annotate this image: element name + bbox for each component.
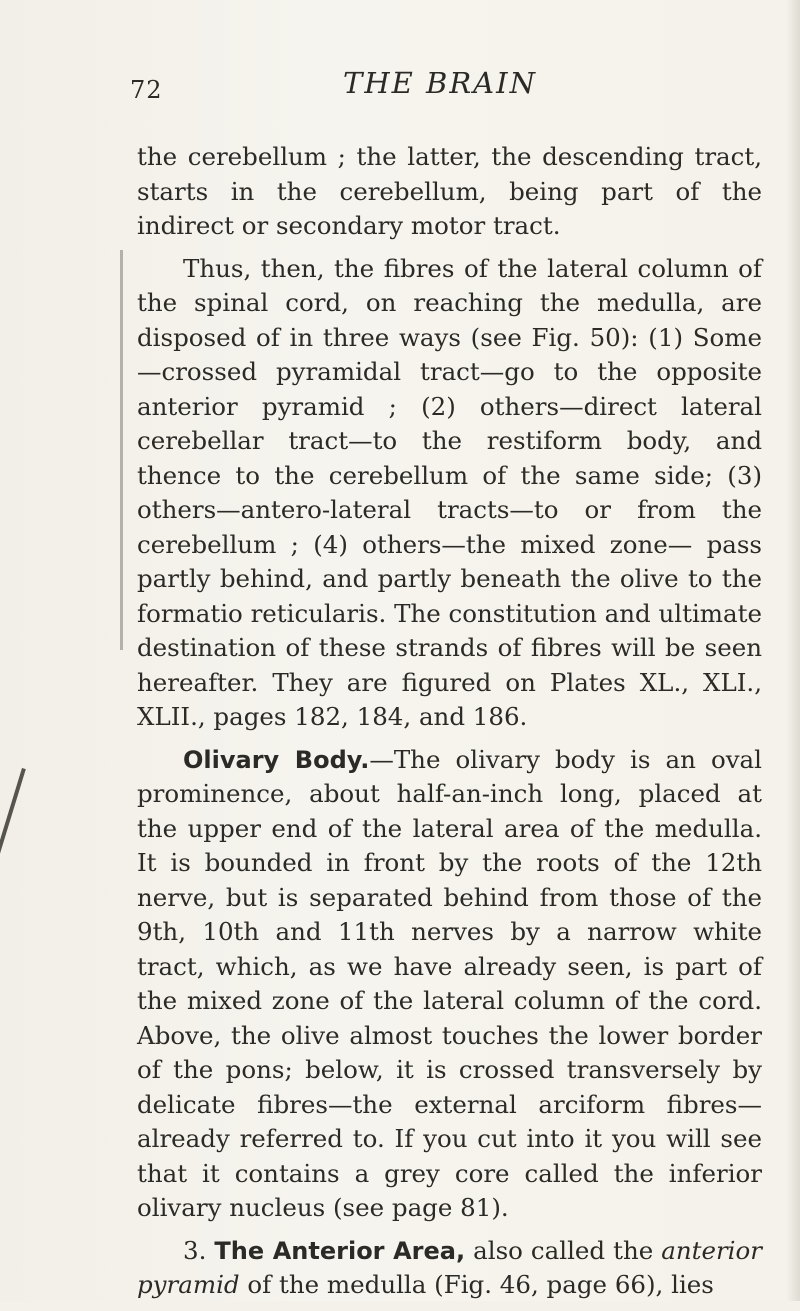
page-header — [130, 62, 750, 102]
page-number: 72 — [130, 76, 163, 104]
section-number: 3. — [183, 1235, 207, 1265]
margin-slash-mark — [0, 768, 26, 915]
paragraph-anterior-area — [137, 1234, 762, 1303]
paragraph-text: the cerebellum ; the latter, the descending tract, starts in the cerebellum, being part of the indirect or secondary motor tract. — [137, 142, 762, 240]
running-head: THE BRAIN — [343, 66, 537, 100]
paragraph-text: Thus, then, the fibres of the lateral column of the spinal cord, on reaching the medulla, are disposed of in three ways (see Fig. 50): (1) Some—crossed pyramidal tract—go to the opposite anterior pyramid ; (2) others—direct lateral cerebellar tract—to the restiform body, and thence to the cerebellum of the same side; (3) others—antero-lateral tracts—to or from the cerebellum ; (4) others—the mixed zone— pass partly behind, and partly beneath the olive to the formatio reticularis. The constitution and ultimate destination of these strands of fibres will be seen hereafter. They are figured on Plates XL., XLI., XLII., pages 182, 184, and 186. — [137, 253, 762, 731]
page-edge-shadow — [786, 0, 800, 1301]
paragraph-fibres-lateral-column — [137, 252, 762, 735]
paragraph-text: of the medulla (Fig. 46, page 66), lies — [239, 1270, 714, 1299]
paragraph-continuation — [137, 140, 762, 244]
italic-term: anterior pyramid — [137, 1235, 762, 1299]
margin-pencil-mark — [120, 250, 123, 650]
paragraph-text: also called the — [465, 1235, 662, 1265]
paragraph-olivary-body — [137, 743, 762, 1226]
body-text — [137, 140, 762, 1311]
section-heading-anterior-area: The Anterior Area, — [214, 1236, 466, 1265]
section-heading-olivary-body: Olivary Body. — [183, 745, 370, 774]
paragraph-text: —The olivary body is an oval prominence, about half-an-inch long, placed at the upper end of the lateral area of the medulla. It is bounded in front by the roots of the 12th nerve, but is separated behind from those of the 9th, 10th and 11th nerves by a narrow white tract, which, as we have already seen, is part of the mixed zone of the lateral column of the cord. Above, the olive almost touches the lower border of the pons; below, it is crossed transversely by delicate fibres—the external arciform fibres—already referred to. If you cut into it you will see that it contains a grey core called the inferior olivary nucleus (see page 81). — [137, 744, 762, 1222]
